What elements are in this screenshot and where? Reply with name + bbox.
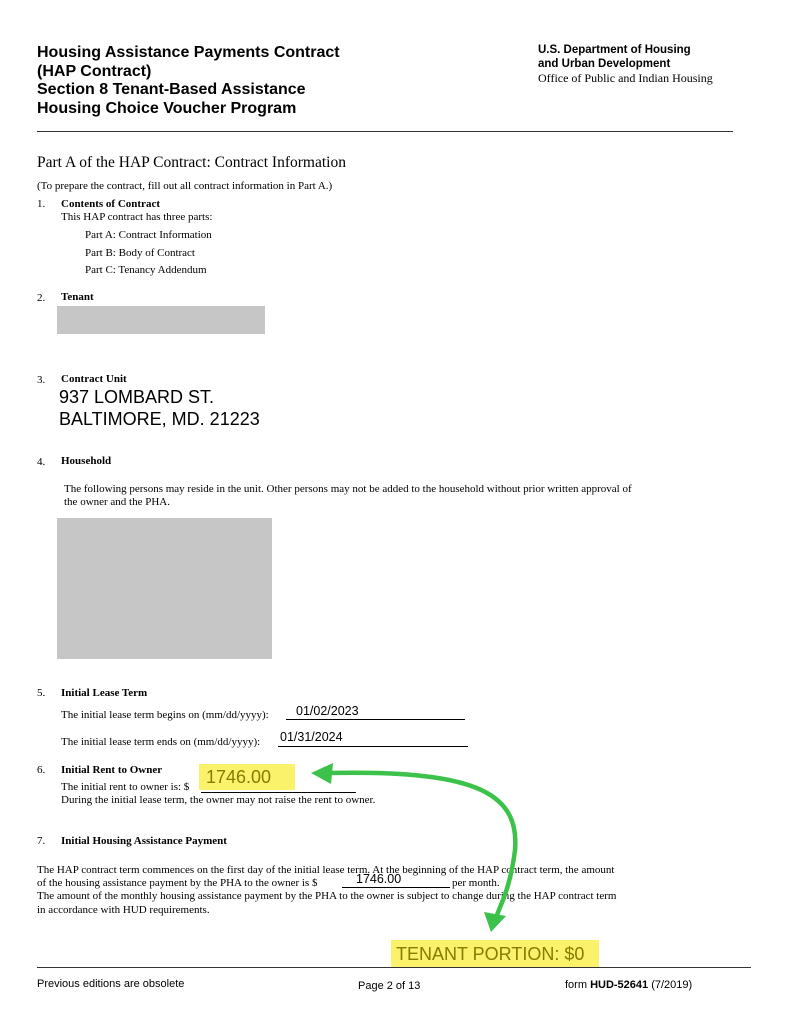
lease-begins-value: 01/02/2023 <box>296 704 359 718</box>
footer-page-number: Page 2 of 13 <box>358 980 421 992</box>
household-text: the owner and the PHA. <box>64 496 171 508</box>
prep-note: (To prepare the contract, fill out all contract information in Part A.) <box>37 180 333 192</box>
section-number: 4. <box>37 456 46 468</box>
form-prefix: form <box>565 979 587 991</box>
hap-text: per month. <box>452 877 500 889</box>
footer-form-id <box>565 979 692 991</box>
arrow-curve <box>326 773 515 918</box>
lease-ends-value: 01/31/2024 <box>280 730 343 744</box>
lease-begins-label: The initial lease term begins on (mm/dd/yyyy): <box>61 709 269 721</box>
section-number: 3. <box>37 374 46 386</box>
contents-part: Part A: Contract Information <box>85 229 212 241</box>
initial-rent-label: The initial rent to owner is: $ <box>61 781 190 793</box>
hap-text: The HAP contract term commences on the first day of the initial lease term. At the beginning of the HAP contract term, the amount <box>37 864 615 876</box>
hap-text: The amount of the monthly housing assistance payment by the PHA to the owner is subject to change during the HAP contract term <box>37 890 617 902</box>
initial-rent-note: During the initial lease term, the owner may not raise the rent to owner. <box>61 794 376 806</box>
section-title-tenant: Tenant <box>61 291 94 303</box>
title-line: Section 8 Tenant-Based Assistance <box>37 81 306 98</box>
section-number: 2. <box>37 292 46 304</box>
section-title-lease-term: Initial Lease Term <box>61 687 148 699</box>
title-line: (HAP Contract) <box>37 62 152 80</box>
form-number: HUD-52641 <box>590 979 649 991</box>
title-line: Housing Choice Voucher Program <box>37 99 297 117</box>
part-a-title: Part A of the HAP Contract: Contract Information <box>37 154 346 171</box>
section-number: 6. <box>37 764 46 776</box>
lease-ends-label: The initial lease term ends on (mm/dd/yyyy): <box>61 736 261 748</box>
department-line: and Urban Development <box>538 58 671 70</box>
footer-obsolete-note: Previous editions are obsolete <box>37 978 185 990</box>
arrow-head-down <box>484 912 506 932</box>
section-number: 5. <box>37 687 46 699</box>
hap-text: in accordance with HUD requirements. <box>37 904 210 916</box>
title-line: Housing Assistance Payments Contract <box>37 44 340 61</box>
office-line: Office of Public and Indian Housing <box>538 71 713 85</box>
contents-intro: This HAP contract has three parts: <box>61 211 213 223</box>
section-number: 1. <box>37 198 46 210</box>
section-title-household: Household <box>61 455 112 467</box>
address-line: 937 LOMBARD ST. <box>59 387 215 407</box>
form-date: (7/2019) <box>651 979 693 991</box>
hap-text: of the housing assistance payment by the PHA to the owner is $ <box>37 877 318 889</box>
contents-part: Part C: Tenancy Addendum <box>85 264 207 276</box>
contents-part: Part B: Body of Contract <box>85 247 195 259</box>
section-title-contents: Contents of Contract <box>61 198 160 210</box>
section-number: 7. <box>37 835 46 847</box>
section-title-contract-unit: Contract Unit <box>61 373 127 385</box>
initial-rent-value: 1746.00 <box>199 764 295 790</box>
tenant-portion-annotation: TENANT PORTION: $0 <box>391 940 599 968</box>
section-title-hap: Initial Housing Assistance Payment <box>61 835 227 847</box>
department-line: U.S. Department of Housing <box>538 44 691 56</box>
household-text: The following persons may reside in the unit. Other persons may not be added to the household without prior written approval of <box>64 483 632 495</box>
hap-amount-value: 1746.00 <box>356 872 402 886</box>
arrow-head-left <box>311 763 333 784</box>
address-line: BALTIMORE, MD. 21223 <box>59 409 260 429</box>
section-title-initial-rent: Initial Rent to Owner <box>61 764 163 776</box>
footer-divider <box>37 967 751 968</box>
